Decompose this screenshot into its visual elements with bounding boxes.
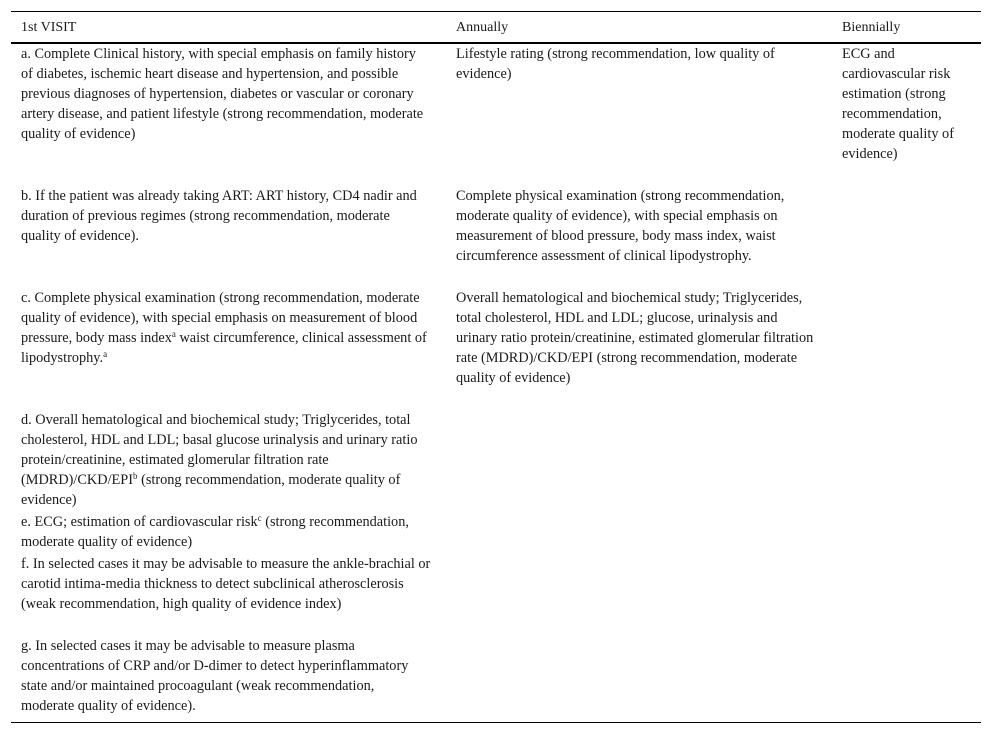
footnote-a: a bbox=[103, 349, 108, 359]
footnote-a: a bbox=[171, 329, 176, 339]
first-visit-item-f: f. In selected cases it may be advisable to measure the ankle-brachial or carotid intima-media thickness to detect subclinical atherosclerosis (weak recommendation, high quality of evidence index) bbox=[21, 556, 431, 612]
footnote-b: b bbox=[133, 471, 138, 481]
first-visit-item-g: g. In selected cases it may be advisable to measure plasma concentrations of CRP and/or D-dimer to detect hyperinflammatory state and/or maintained procoagulant (weak recommendation, moderate quality of evidence). bbox=[21, 638, 409, 714]
first-visit-item-e: e. ECG; estimation of cardiovascular risk$^c$ (strong recommendation, moderate quality of evidence) bbox=[21, 513, 409, 550]
header-annually: Annually bbox=[456, 20, 509, 35]
table-bottom-rule bbox=[11, 722, 981, 723]
first-visit-item-d: d. Overall hematological and biochemical study; Triglycerides, total cholesterol, HDL and LDL; basal glucose urinalysis and urinary ratio protein/creatinine, estimated glomerular filtration rate (MDRD)/CKD/EPI$^b$ (strong recommendation, moderate quality of evidence) bbox=[21, 412, 418, 508]
header-biennially: Biennially bbox=[842, 20, 901, 35]
first-visit-item-c: c. Complete physical examination (strong recommendation, moderate quality of evidence), with special emphasis on measurement of blood pressure, body mass index$^a$ waist circumference, clinical assessment of lipodystrophy.$^a$ bbox=[21, 290, 427, 366]
table-top-rule bbox=[11, 11, 981, 12]
first-visit-item-b: b. If the patient was already taking ART: ART history, CD4 nadir and duration of previous regimes (strong recommendation, moderate quality of evidence). bbox=[21, 188, 417, 244]
first-visit-item-a: a. Complete Clinical history, with special emphasis on family history of diabetes, ischemic heart disease and hypertension, and possible previous diagnoses of hypertension, diabetes or vascular or coronary artery disease, and patient lifestyle (strong recommendation, moderate quality of evidence) bbox=[21, 46, 424, 142]
biennially-item-1: ECG and cardiovascular risk estimation (strong recommendation, moderate quality of evidence) bbox=[842, 46, 954, 162]
annually-item-1: Lifestyle rating (strong recommendation, low quality of evidence) bbox=[456, 46, 775, 82]
annually-item-2: Complete physical examination (strong recommendation, moderate quality of evidence), with special emphasis on measurement of blood pressure, body mass index, waist circumference assessment of clinical lipodystrophy. bbox=[456, 188, 785, 264]
annually-item-3: Overall hematological and biochemical study; Triglycerides, total cholesterol, HDL and LDL; glucose, urinalysis and urinary ratio protein/creatinine, estimated glomerular filtration rate (MDRD)/CKD/EPI (strong recommendation, moderate quality of evidence) bbox=[456, 290, 814, 386]
footnote-c: c bbox=[257, 513, 262, 523]
header-1st-visit: 1st VISIT bbox=[21, 20, 77, 35]
